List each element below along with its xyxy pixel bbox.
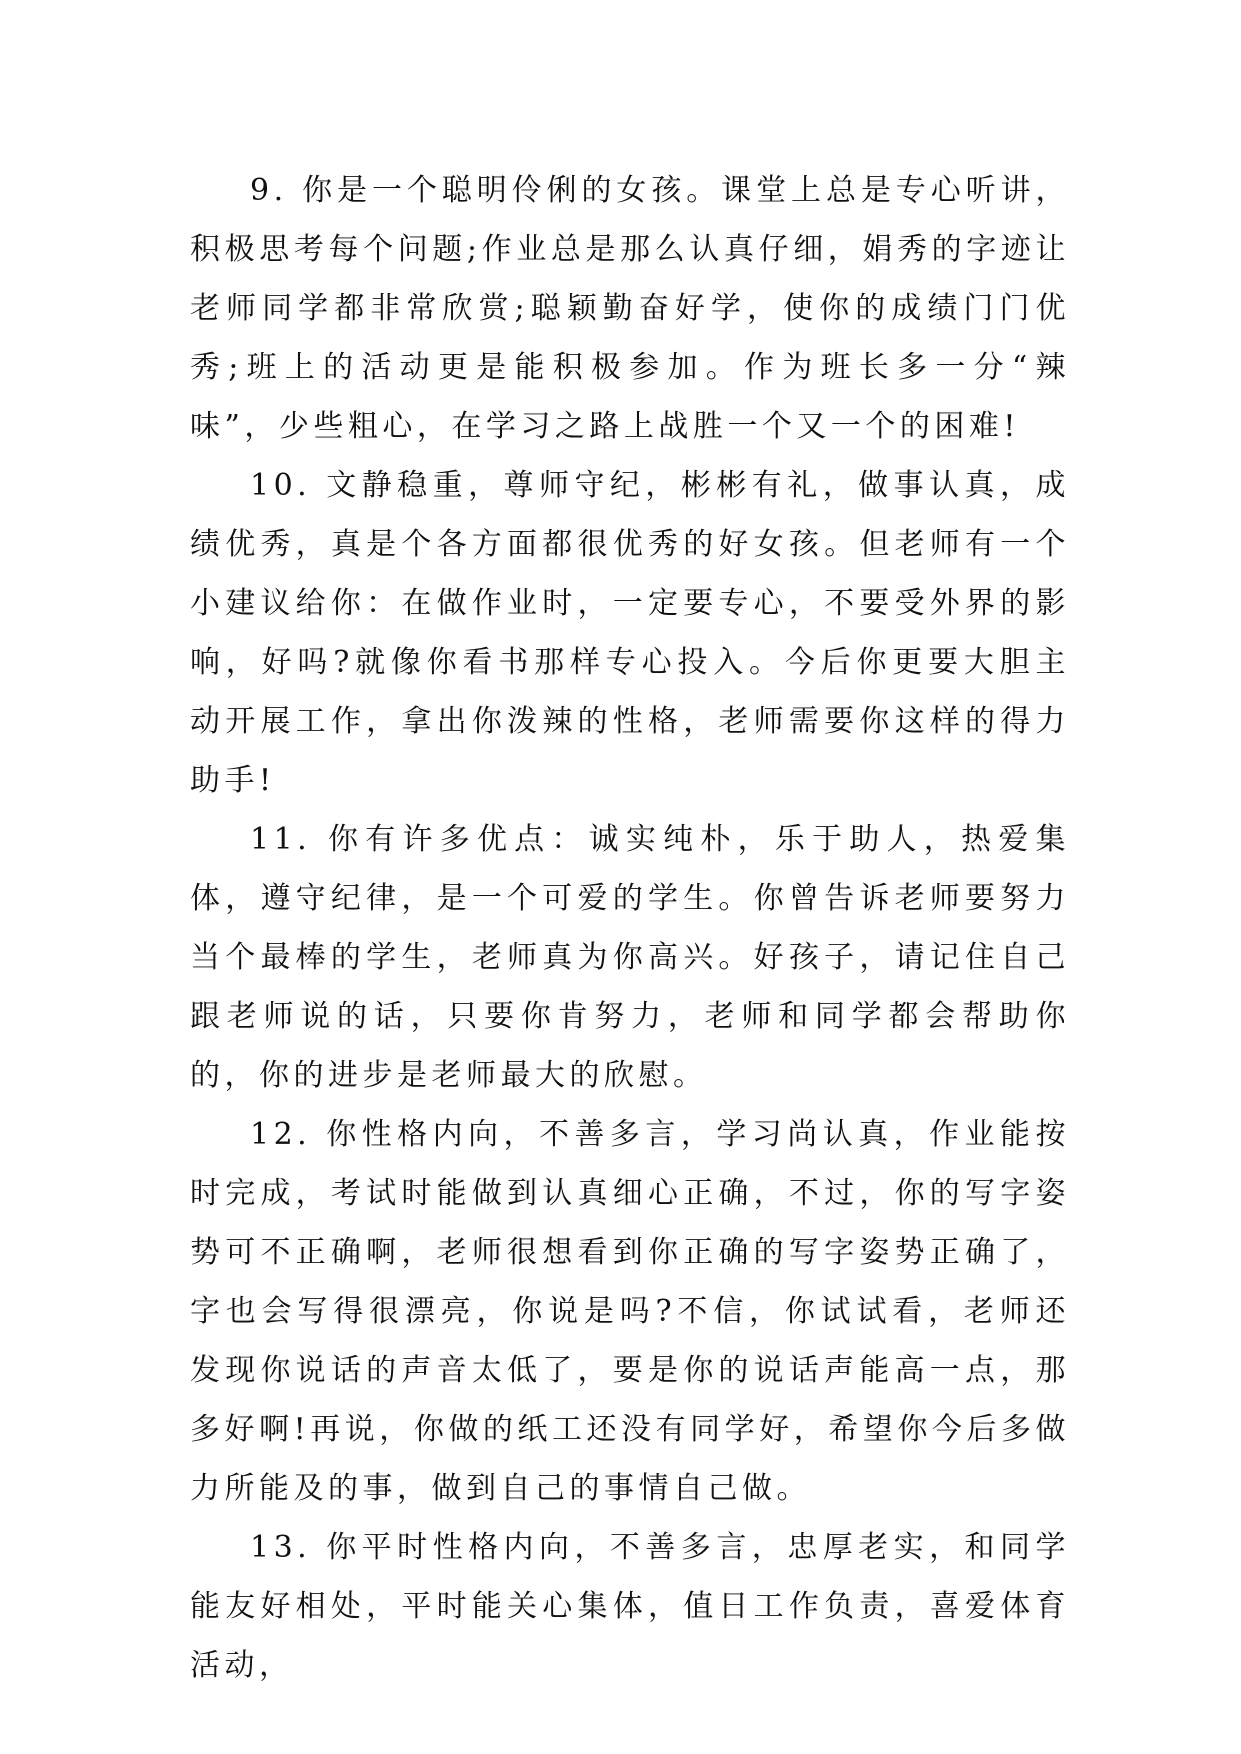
paragraph-13	[190, 1518, 1070, 1695]
paragraph-10	[190, 456, 1070, 810]
paragraph-text: 你平时性格内向，不善多言，忠厚老实，和同学能友好相处，平时能关心集体，值日工作负责，喜爱体育活动，	[190, 1530, 1070, 1683]
paragraph-text: 你是一个聪明伶俐的女孩。课堂上总是专心听讲，积极思考每个问题;作业总是那么认真仔细，娟秀的字迹让老师同学都非常欣赏;聪颖勤奋好学，使你的成绩门门优秀;班上的活动更是能积极参加。作为班长多一分“辣味”，少些粗心，在学习之路上战胜一个又一个的困难!	[190, 173, 1070, 444]
paragraph-text: 文静稳重，尊师守纪，彬彬有礼，做事认真，成绩优秀，真是个各方面都很优秀的好女孩。但老师有一个小建议给你：在做作业时，一定要专心，不要受外界的影响，好吗?就像你看书那样专心投入。今后你更要大胆主动开展工作，拿出你泼辣的性格，老师需要你这样的得力助手!	[190, 468, 1070, 798]
paragraph-number: 12.	[250, 1117, 312, 1152]
document-body	[190, 161, 1070, 1695]
paragraph-number: 10.	[250, 468, 312, 503]
paragraph-text: 你有许多优点：诚实纯朴，乐于助人，热爱集体，遵守纪律，是一个可爱的学生。你曾告诉老师要努力当个最棒的学生，老师真为你高兴。好孩子，请记住自己跟老师说的话，只要你肯努力，老师和同学都会帮助你的，你的进步是老师最大的欣慰。	[190, 822, 1070, 1093]
paragraph-11	[190, 810, 1070, 1105]
paragraph-12	[190, 1105, 1070, 1518]
paragraph-text: 你性格内向，不善多言，学习尚认真，作业能按时完成，考试时能做到认真细心正确，不过，你的写字姿势可不正确啊，老师很想看到你正确的写字姿势正确了，字也会写得很漂亮，你说是吗?不信，你试试看，老师还发现你说话的声音太低了，要是你的说话声能高一点，那多好啊!再说，你做的纸工还没有同学好，希望你今后多做力所能及的事，做到自己的事情自己做。	[190, 1117, 1070, 1506]
paragraph-number: 13.	[250, 1530, 312, 1565]
paragraph-9	[190, 161, 1070, 456]
paragraph-number: 11.	[250, 822, 312, 857]
paragraph-number: 9.	[250, 173, 288, 208]
